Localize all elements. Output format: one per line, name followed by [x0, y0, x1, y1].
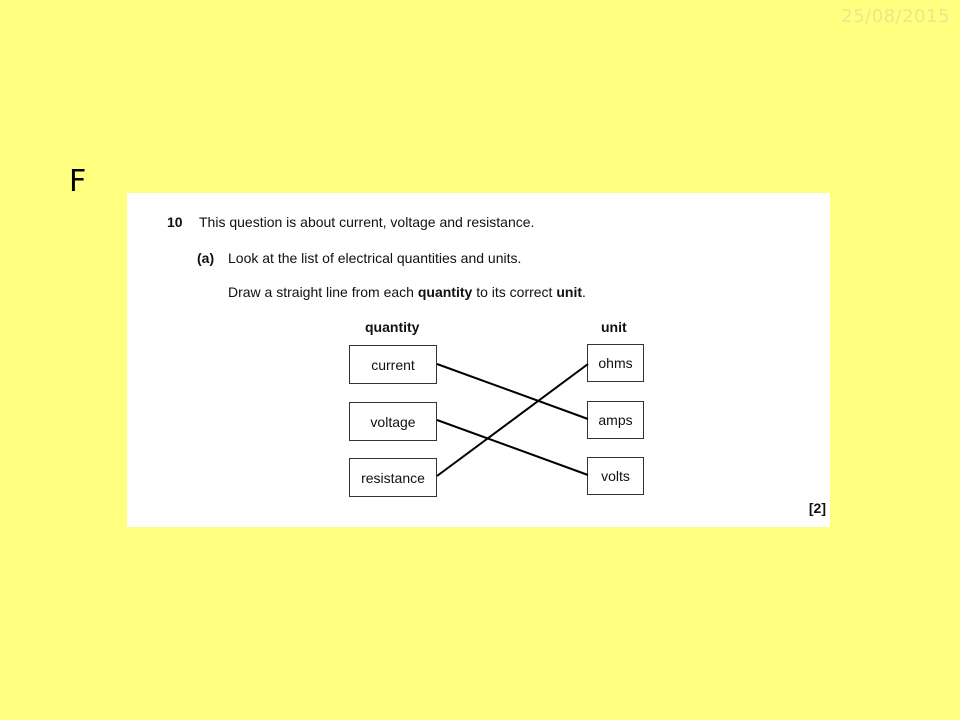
- slide-date: 25/08/2015: [841, 6, 950, 27]
- instruction-bold-quantity: quantity: [417, 284, 473, 300]
- quantity-box-current: current: [349, 345, 437, 384]
- unit-box-ohms: ohms: [587, 344, 644, 382]
- quantity-header: quantity: [365, 319, 420, 335]
- instruction-after: .: [582, 284, 586, 300]
- unit-header: unit: [601, 319, 627, 335]
- quantity-box-voltage: voltage: [349, 402, 437, 441]
- slide-letter: F: [69, 164, 87, 199]
- exam-question-image: [127, 193, 830, 527]
- instruction-before: Draw a straight line from each: [228, 284, 418, 300]
- instruction-bold-unit: unit: [556, 284, 582, 300]
- unit-box-volts: volts: [587, 457, 644, 495]
- connection-lines: [127, 193, 830, 527]
- line-current-to-amps: [437, 364, 588, 419]
- line-resistance-to-ohms: [437, 364, 588, 476]
- part-text: Look at the list of electrical quantities and units.: [228, 250, 522, 266]
- line-voltage-to-volts: [437, 420, 588, 475]
- instruction-middle: to its correct: [472, 284, 557, 300]
- part-label: (a): [197, 250, 215, 266]
- quantity-box-resistance: resistance: [349, 458, 437, 497]
- unit-box-amps: amps: [587, 401, 644, 439]
- question-text: This question is about current, voltage and resistance.: [199, 214, 535, 230]
- marks-label: [2]: [808, 500, 826, 516]
- question-number: 10: [167, 214, 183, 230]
